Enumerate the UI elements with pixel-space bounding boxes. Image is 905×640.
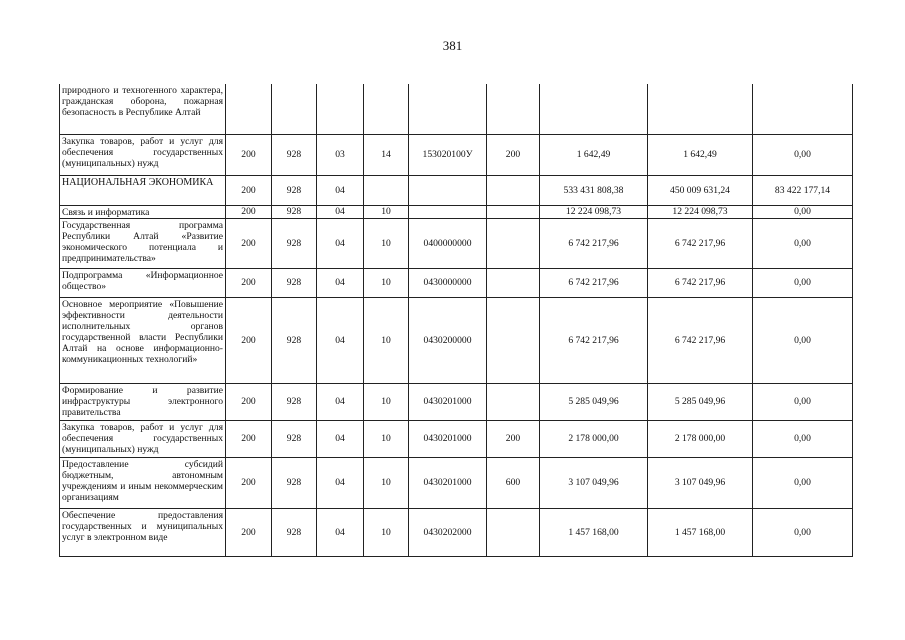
cell-c4: 10 — [364, 205, 409, 218]
cell-v3: 0,00 — [753, 205, 853, 218]
table-row — [60, 218, 853, 268]
table-row — [60, 134, 853, 175]
cell-c2: 928 — [272, 508, 317, 556]
cell-c1: 200 — [226, 457, 272, 508]
cell-v2: 6 742 217,96 — [648, 218, 753, 268]
cell-c6 — [487, 84, 540, 134]
cell-v2: 2 178 000,00 — [648, 420, 753, 457]
cell-v1: 533 431 808,38 — [540, 175, 648, 205]
table-row — [60, 508, 853, 556]
cell-c2: 928 — [272, 205, 317, 218]
cell-v1: 2 178 000,00 — [540, 420, 648, 457]
cell-c4: 14 — [364, 134, 409, 175]
cell-c1: 200 — [226, 508, 272, 556]
row-name-cell: природного и техногенного характера, гражданская оборона, пожарная безопасность в Республике Алтай — [60, 84, 226, 134]
cell-c5 — [409, 205, 487, 218]
table-row — [60, 175, 853, 205]
cell-v3: 0,00 — [753, 218, 853, 268]
cell-c4: 10 — [364, 457, 409, 508]
cell-c4 — [364, 175, 409, 205]
cell-v1: 5 285 049,96 — [540, 383, 648, 420]
cell-c5: 0430200000 — [409, 297, 487, 383]
cell-c6: 200 — [487, 420, 540, 457]
cell-c4: 10 — [364, 508, 409, 556]
cell-c4: 10 — [364, 268, 409, 297]
cell-v2: 12 224 098,73 — [648, 205, 753, 218]
cell-v3: 0,00 — [753, 134, 853, 175]
cell-c4: 10 — [364, 297, 409, 383]
cell-c2: 928 — [272, 297, 317, 383]
cell-c4 — [364, 84, 409, 134]
cell-c6: 200 — [487, 134, 540, 175]
cell-c5: 0400000000 — [409, 218, 487, 268]
cell-c2: 928 — [272, 268, 317, 297]
cell-c5: 153020100У — [409, 134, 487, 175]
table-row — [60, 383, 853, 420]
cell-v1: 1 457 168,00 — [540, 508, 648, 556]
cell-c2: 928 — [272, 420, 317, 457]
cell-c1: 200 — [226, 268, 272, 297]
cell-v3: 0,00 — [753, 297, 853, 383]
cell-c1: 200 — [226, 420, 272, 457]
cell-c2: 928 — [272, 218, 317, 268]
cell-c4: 10 — [364, 383, 409, 420]
cell-c3: 04 — [317, 297, 364, 383]
row-name-cell: Закупка товаров, работ и услуг для обеспечения государственных (муниципальных) нужд — [60, 420, 226, 457]
cell-c4: 10 — [364, 420, 409, 457]
cell-c5: 0430201000 — [409, 420, 487, 457]
cell-v1: 1 642,49 — [540, 134, 648, 175]
page-number: 381 — [442, 38, 463, 53]
cell-c2: 928 — [272, 134, 317, 175]
cell-v2 — [648, 84, 753, 134]
cell-v2: 3 107 049,96 — [648, 457, 753, 508]
cell-c3: 04 — [317, 383, 364, 420]
row-name-cell: Формирование и развитие инфраструктуры электронного правительства — [60, 383, 226, 420]
cell-c3: 03 — [317, 134, 364, 175]
table-row — [60, 268, 853, 297]
cell-c4: 10 — [364, 218, 409, 268]
row-name-cell: Государственная программа Республики Алтай «Развитие экономического потенциала и предпринимательства» — [60, 218, 226, 268]
cell-c5 — [409, 84, 487, 134]
row-name-cell: Связь и информатика — [60, 205, 226, 218]
cell-c3: 04 — [317, 218, 364, 268]
cell-c6 — [487, 268, 540, 297]
cell-c1: 200 — [226, 383, 272, 420]
cell-c6 — [487, 297, 540, 383]
cell-c2: 928 — [272, 175, 317, 205]
cell-v2: 6 742 217,96 — [648, 297, 753, 383]
table-row — [60, 205, 853, 218]
table-row — [60, 457, 853, 508]
cell-c3: 04 — [317, 457, 364, 508]
row-name-cell: Обеспечение предоставления государственных и муниципальных услуг в электронном виде — [60, 508, 226, 556]
cell-v3: 0,00 — [753, 508, 853, 556]
cell-v2: 450 009 631,24 — [648, 175, 753, 205]
cell-v1: 6 742 217,96 — [540, 297, 648, 383]
cell-c1: 200 — [226, 218, 272, 268]
cell-v2: 1 457 168,00 — [648, 508, 753, 556]
cell-v2: 1 642,49 — [648, 134, 753, 175]
cell-c3: 04 — [317, 420, 364, 457]
cell-v1: 12 224 098,73 — [540, 205, 648, 218]
cell-v3: 0,00 — [753, 420, 853, 457]
cell-v3: 83 422 177,14 — [753, 175, 853, 205]
cell-c3: 04 — [317, 508, 364, 556]
cell-v1 — [540, 84, 648, 134]
cell-c3: 04 — [317, 205, 364, 218]
cell-c5: 0430000000 — [409, 268, 487, 297]
cell-c6 — [487, 218, 540, 268]
table-row — [60, 420, 853, 457]
cell-c6 — [487, 175, 540, 205]
cell-v3: 0,00 — [753, 383, 853, 420]
cell-c1 — [226, 84, 272, 134]
cell-v2: 6 742 217,96 — [648, 268, 753, 297]
table-row — [60, 84, 853, 134]
row-name-cell: Предоставление субсидий бюджетным, автономным учреждениям и иным некоммерческим организациям — [60, 457, 226, 508]
cell-c2 — [272, 84, 317, 134]
cell-v3 — [753, 84, 853, 134]
cell-c3: 04 — [317, 268, 364, 297]
cell-c2: 928 — [272, 383, 317, 420]
cell-v3: 0,00 — [753, 457, 853, 508]
row-name-cell: Подпрограмма «Информационное общество» — [60, 268, 226, 297]
cell-v3: 0,00 — [753, 268, 853, 297]
table-row — [60, 297, 853, 383]
cell-c3: 04 — [317, 175, 364, 205]
cell-c6: 600 — [487, 457, 540, 508]
row-name-cell: Закупка товаров, работ и услуг для обеспечения государственных (муниципальных) нужд — [60, 134, 226, 175]
cell-c5 — [409, 175, 487, 205]
cell-v1: 6 742 217,96 — [540, 218, 648, 268]
cell-c5: 0430201000 — [409, 383, 487, 420]
cell-c6 — [487, 383, 540, 420]
cell-c3 — [317, 84, 364, 134]
cell-c5: 0430202000 — [409, 508, 487, 556]
cell-v1: 3 107 049,96 — [540, 457, 648, 508]
budget-table — [59, 84, 853, 557]
cell-v1: 6 742 217,96 — [540, 268, 648, 297]
cell-c5: 0430201000 — [409, 457, 487, 508]
cell-c6 — [487, 205, 540, 218]
cell-c1: 200 — [226, 205, 272, 218]
cell-c1: 200 — [226, 134, 272, 175]
cell-c1: 200 — [226, 175, 272, 205]
cell-c6 — [487, 508, 540, 556]
row-name-cell: Основное мероприятие «Повышение эффективности деятельности исполнительных органов государственной власти Республики Алтай на основе информационно-коммуникационных технологий» — [60, 297, 226, 383]
cell-c1: 200 — [226, 297, 272, 383]
cell-c2: 928 — [272, 457, 317, 508]
row-name-cell: НАЦИОНАЛЬНАЯ ЭКОНОМИКА — [60, 175, 226, 205]
cell-v2: 5 285 049,96 — [648, 383, 753, 420]
